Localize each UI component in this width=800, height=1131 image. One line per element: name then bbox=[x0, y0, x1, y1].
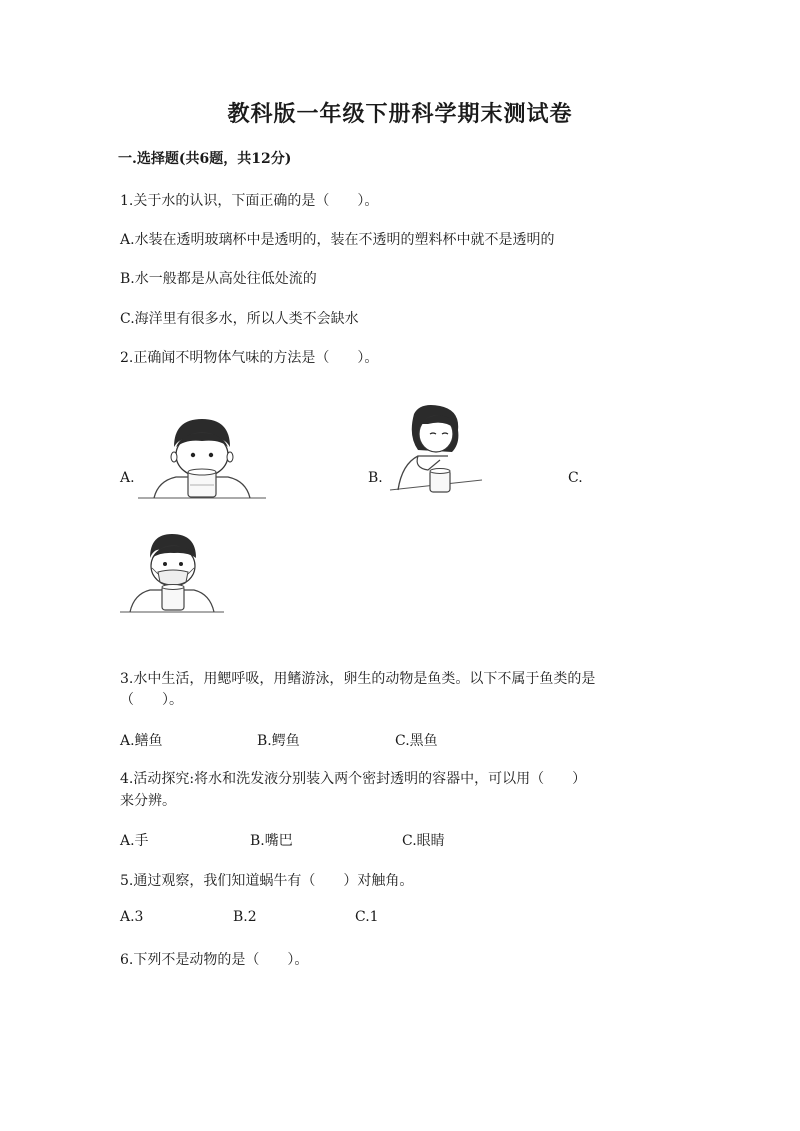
question-2-stem: 2.正确闻不明物体气味的方法是（ ）。 bbox=[120, 350, 379, 366]
question-1-option-b[interactable]: B.水一般都是从高处往低处流的 bbox=[120, 271, 317, 287]
question-3-option-b[interactable]: B.鳄鱼 bbox=[257, 733, 300, 749]
question-5-stem: 5.通过观察，我们知道蜗牛有（ ）对触角。 bbox=[120, 873, 414, 889]
question-4-stem-line-2: 来分辨。 bbox=[120, 793, 176, 809]
question-1-option-a[interactable]: A.水装在透明玻璃杯中是透明的，装在不透明的塑料杯中就不是透明的 bbox=[120, 232, 555, 248]
question-5-option-a[interactable]: A.3 bbox=[120, 909, 144, 925]
question-3-stem-line-2: （ ）。 bbox=[120, 692, 183, 708]
question-1-stem: 1.关于水的认识，下面正确的是（ ）。 bbox=[120, 193, 379, 209]
question-5-option-c[interactable]: C.1 bbox=[355, 909, 379, 925]
girl-wafting-smell-illustration bbox=[384, 404, 486, 500]
question-3-option-c[interactable]: C.黑鱼 bbox=[395, 733, 438, 749]
section-heading: 一.选择题(共6题，共12分) bbox=[118, 151, 292, 167]
question-2-option-a-label[interactable]: A. bbox=[120, 470, 135, 486]
question-4-option-a[interactable]: A.手 bbox=[120, 833, 149, 849]
question-4-option-b[interactable]: B.嘴巴 bbox=[250, 833, 293, 849]
question-5-option-b[interactable]: B.2 bbox=[233, 909, 257, 925]
boy-smelling-directly-illustration bbox=[136, 415, 268, 507]
question-4-stem-line-1: 4.活动探究:将水和洗发液分别装入两个密封透明的容器中，可以用（ ） bbox=[120, 771, 587, 787]
page-title: 教科版一年级下册科学期末测试卷 bbox=[227, 101, 573, 127]
question-4-option-c[interactable]: C.眼睛 bbox=[402, 833, 445, 849]
question-2-option-c-label[interactable]: C. bbox=[568, 470, 583, 486]
child-with-mask-smelling-illustration bbox=[120, 534, 224, 616]
question-3-option-a[interactable]: A.鳝鱼 bbox=[120, 733, 163, 749]
question-2-option-b-label[interactable]: B. bbox=[368, 470, 383, 486]
question-3-stem-line-1: 3.水中生活，用鳃呼吸，用鳍游泳，卵生的动物是鱼类。以下不属于鱼类的是 bbox=[120, 671, 596, 687]
question-6-stem: 6.下列不是动物的是（ ）。 bbox=[120, 952, 309, 968]
question-1-option-c[interactable]: C.海洋里有很多水，所以人类不会缺水 bbox=[120, 311, 359, 327]
